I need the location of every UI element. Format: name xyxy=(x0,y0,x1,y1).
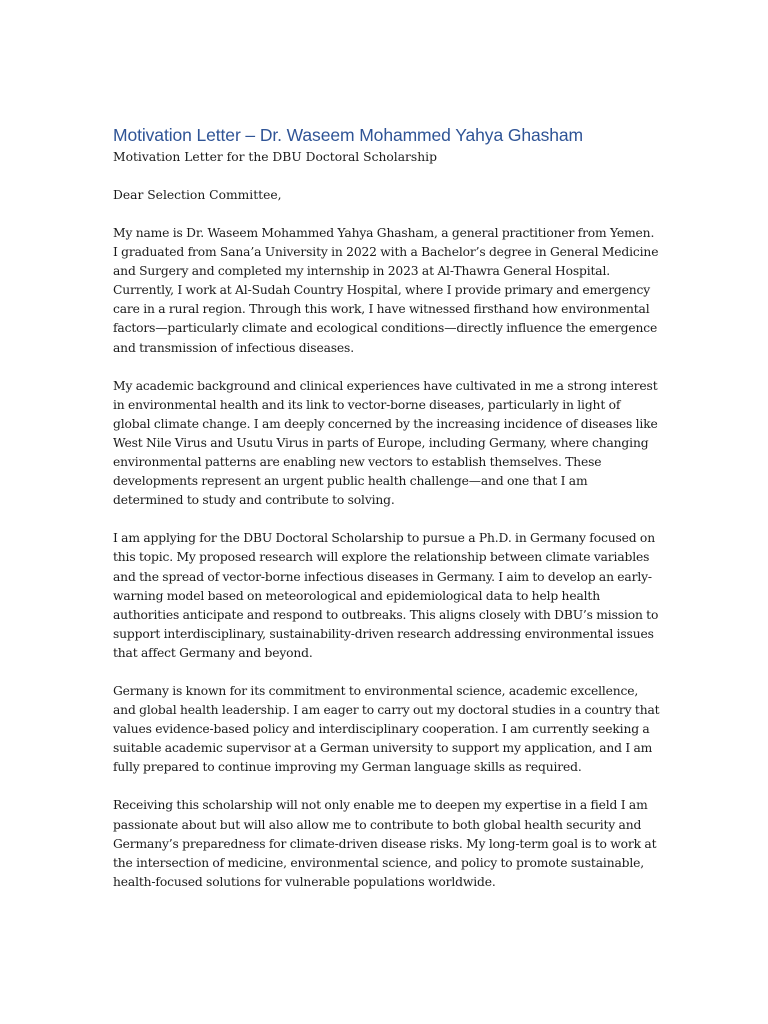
paragraph-germany: Germany is known for its commitment to environmental science, academic excellence, and global health leadership. I am eager to carry out my doctoral studies in a country that values evidence-based policy and interdisciplinary cooperation. I am currently seeking a suitable academic supervisor at a German university to support my application, and I am fully prepared to continue improving my German language skills as required. xyxy=(113,683,660,775)
paragraph-background: My academic background and clinical experiences have cultivated in me a strong interest in environmental health and its link to vector-borne diseases, particularly in light of global climate change. I am deeply concerned by the increasing incidence of diseases like West Nile Virus and Usutu Virus in parts of Europe, including Germany, where changing environmental patterns are enabling new vectors to establish themselves. These developments represent an urgent public health challenge—and one that I am determined to study and contribute to solving. xyxy=(113,378,658,508)
greeting: Dear Selection Committee, xyxy=(113,188,282,202)
paragraph-goals: Receiving this scholarship will not only enable me to deepen my expertise in a field I am passionate about but will also allow me to contribute to both global health security and Germany’s preparedness for climate-driven disease risks. My long-term goal is to work at the intersection of medicine, environmental science, and policy to promote sustainable, health-focused solutions for vulnerable populations worldwide. xyxy=(113,798,657,889)
document-subtitle: Motivation Letter for the DBU Doctoral Scholarship xyxy=(113,150,437,164)
paragraph-research-proposal: I am applying for the DBU Doctoral Scholarship to pursue a Ph.D. in Germany focused on this topic. My proposed research will explore the relationship between climate variables and the spread of vector-borne infectious diseases in Germany. I aim to develop an early-warning model based on meteorological and epidemiological data to help health authorities anticipate and respond to outbreaks. This aligns closely with DBU’s mission to support interdisciplinary, sustainability-driven research addressing environmental issues that affect Germany and beyond. xyxy=(113,531,659,660)
letter-body xyxy=(113,122,661,911)
paragraph-introduction: My name is Dr. Waseem Mohammed Yahya Ghasham, a general practitioner from Yemen. I graduated from Sana’a University in 2022 with a Bachelor’s degree in General Medicine and Surgery and completed my internship in 2023 at Al-Thawra General Hospital. Currently, I work at Al-Sudah Country Hospital, where I provide primary and emergency care in a rural region. Through this work, I have witnessed firsthand how environmental factors—particularly climate and ecological conditions—directly influence the emergence and transmission of infectious diseases. xyxy=(113,226,659,355)
document-title: Motivation Letter – Dr. Waseem Mohammed Yahya Ghasham xyxy=(113,125,584,145)
